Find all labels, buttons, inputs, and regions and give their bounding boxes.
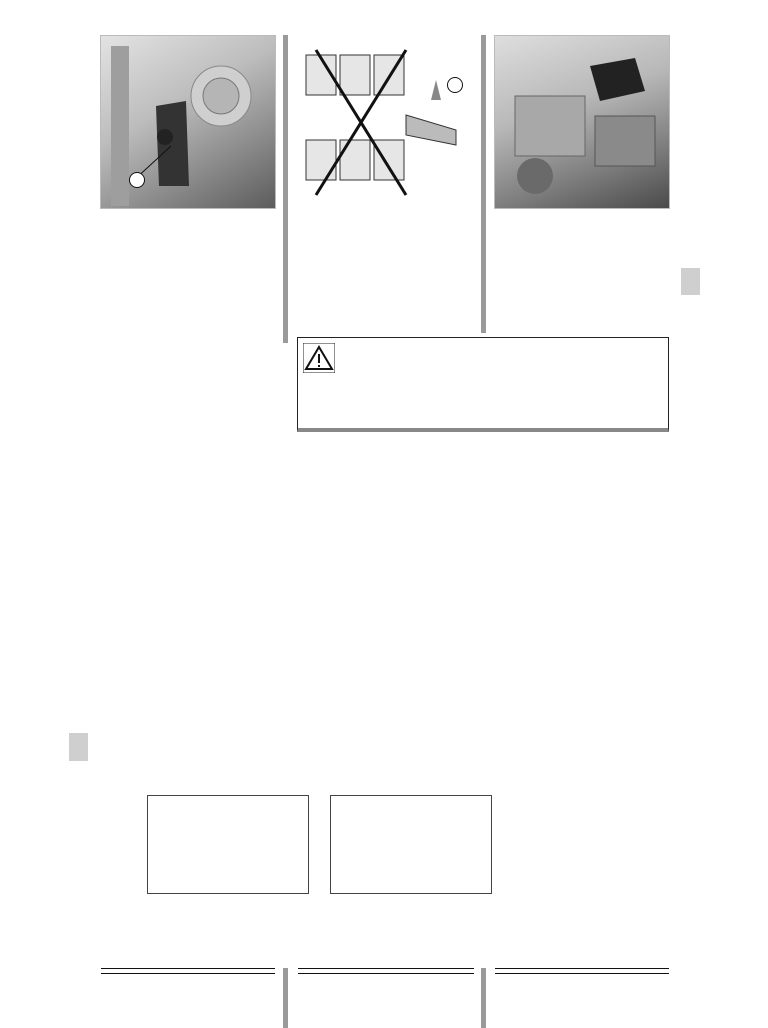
page-edge-tab	[69, 733, 88, 761]
fuse-table-1	[101, 968, 275, 978]
relay-block-left	[147, 795, 309, 894]
column-divider	[283, 968, 288, 1028]
fuse-table-3	[495, 968, 669, 978]
table-row	[495, 976, 669, 978]
relay-block-right	[330, 795, 492, 894]
table-row	[298, 978, 474, 980]
fuse-table-2	[298, 968, 474, 980]
column-divider-2	[481, 968, 486, 1028]
table-row	[101, 976, 275, 978]
